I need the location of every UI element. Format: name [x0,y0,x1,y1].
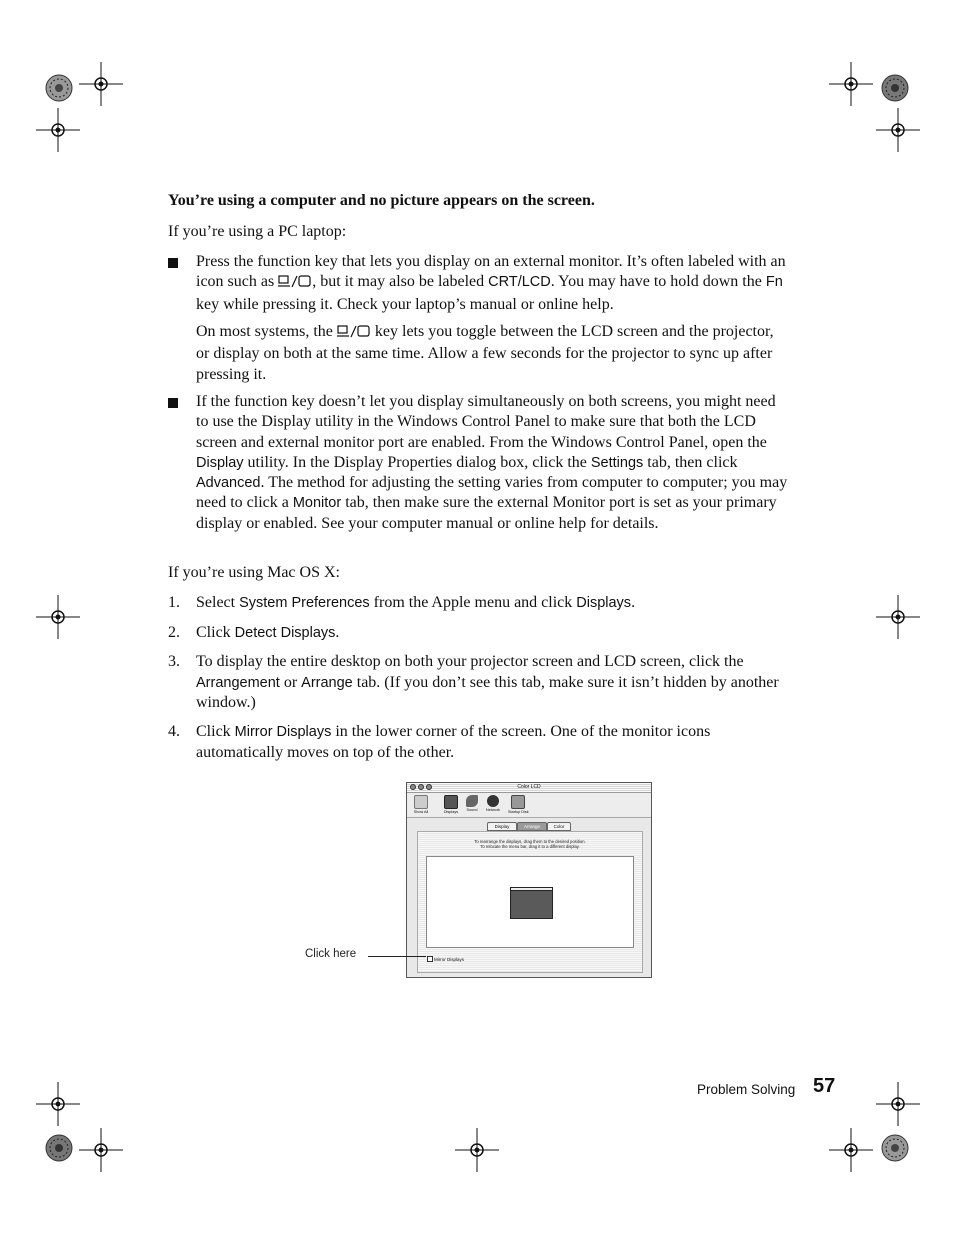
registration-mark-icon [876,595,920,639]
arrange-instructions [418,839,642,849]
bullet-item [168,252,788,315]
lcd-crt-toggle-icon [278,274,312,294]
text: or [279,673,302,691]
display-arrangement-area [426,856,634,948]
toolbar-label: Displays [443,810,459,814]
text: , but it may also be labeled [312,273,489,291]
ui-label: Displays [576,595,632,611]
ui-label: Arrangement [196,674,280,691]
text: utility. In the Display Properties dialog box, click the [243,453,591,471]
ui-label: System Preferences [239,595,370,611]
text: key while pressing it. Check your laptop’s manual or online help. [196,295,614,313]
text: . The method for adjusting the setting varies from computer to computer; you may need to click a [196,474,788,512]
text: Click [196,723,235,740]
instruction-line: To relocate the menu bar, drag it to a different display. [480,844,580,849]
starburst-target-icon [880,1133,910,1163]
text: . You may have to hold down the [550,273,766,291]
bullet-square-icon [168,258,178,268]
pc-intro: If you’re using a PC laptop: [168,223,347,240]
key-label-fn: Fn [765,274,783,291]
page-number: 57 [813,1075,836,1097]
network-globe-icon [487,795,499,807]
text: tab, then click [643,453,738,471]
checkbox-icon [427,956,433,962]
toolbar-network [483,795,503,812]
starburst-target-icon [44,73,74,103]
text: from the Apple menu and click [369,594,577,611]
text: On most systems, the [196,323,337,340]
registration-mark-icon [36,108,80,152]
text: key lets you toggle between the LCD screen and the projector, or display on both at the same time. Allow a few seconds for the projector to sync up after pressing it. [196,323,774,383]
text: Select [196,594,240,611]
arrange-panel [417,831,643,973]
checkbox-label: Mirror Displays [434,957,465,962]
bullet-subparagraph [196,322,788,385]
window-title: Color LCD [517,784,541,790]
bullet-square-icon [168,398,178,408]
starburst-target-icon [44,1133,74,1163]
step-number: 4. [168,723,180,740]
registration-mark-icon [455,1128,499,1172]
toolbar-label: Sound [466,808,478,812]
text: . [335,624,340,641]
ui-label-advanced: Advanced [196,475,261,492]
text: To display the entire desktop on both your projector screen and LCD screen, click the [196,653,744,670]
text: If the function key doesn’t let you display simultaneously on both screens, you might need to use the Display utility in the Windows Control Panel to make sure that both the LCD screen and external monitor port are enabled. From the Windows Control Panel, open the [196,393,776,451]
sound-icon [466,795,478,807]
registration-mark-icon [829,1128,873,1172]
step-number: 3. [168,653,180,670]
registration-mark-icon [79,62,123,106]
registration-mark-icon [829,62,873,106]
ui-label-settings: Settings [590,454,644,471]
registration-mark-icon [36,595,80,639]
step-item [168,722,788,763]
footer-section-name: Problem Solving [697,1082,796,1097]
text: tab. (If you don’t see this tab, make sure it isn’t hidden by another window.) [196,673,779,711]
text: tab, then make sure the external Monitor port is set as your primary display or enabled. See your computer manual or online help for details. [196,494,777,532]
startup-disk-icon [511,795,525,809]
callout-label: Click here [305,948,357,960]
callout-line [368,956,426,957]
ui-label: Mirror Displays [234,724,332,740]
window-titlebar [407,783,651,793]
toolbar-label: Show All [413,810,429,814]
toolbar-displays [441,795,461,814]
text: in the lower corner of the screen. One of the monitor icons automatically moves on top of the other. [196,723,711,761]
tab-display: Display [487,822,517,831]
step-item [168,652,788,714]
lcd-crt-toggle-icon [337,324,371,344]
toolbar-show-all [411,795,431,814]
ui-label-display: Display [196,454,244,471]
key-label-crt-lcd: CRT/LCD [488,274,551,291]
section-heading: You’re using a computer and no picture appears on the screen. [168,192,595,209]
step-item [168,623,788,644]
toolbar-label: Startup Disk [508,810,529,814]
tab-color: Color [547,822,571,831]
instruction-line: To rearrange the displays, drag them to the desired position. [474,839,586,844]
registration-mark-icon [36,1082,80,1126]
bullet-item [168,392,788,534]
step-number: 2. [168,624,180,641]
ui-label: Arrange [301,674,353,691]
prefs-toolbar [407,793,651,818]
step-number: 1. [168,594,180,611]
text: Click [196,624,235,641]
toolbar-label: Network [486,808,500,812]
text: . [631,594,636,611]
ui-label: Detect Displays [234,625,336,641]
toolbar-startup-disk [508,795,528,814]
toolbar-sound [462,795,482,812]
registration-mark-icon [876,108,920,152]
displays-icon [444,795,458,809]
step-item [168,593,788,614]
ui-label-monitor: Monitor [292,495,342,512]
registration-mark-icon [79,1128,123,1172]
monitor-icon [510,887,553,919]
mirror-displays-checkbox [427,956,464,963]
tab-arrange: Arrange [517,822,547,831]
mac-display-preferences-screenshot [406,782,652,978]
registration-mark-icon [876,1082,920,1126]
mac-intro: If you’re using Mac OS X: [168,564,340,581]
text: Press the function key that lets you display on an external monitor. It’s often labeled with an icon such as [196,253,786,291]
starburst-target-icon [880,73,910,103]
show-all-icon [414,795,428,809]
